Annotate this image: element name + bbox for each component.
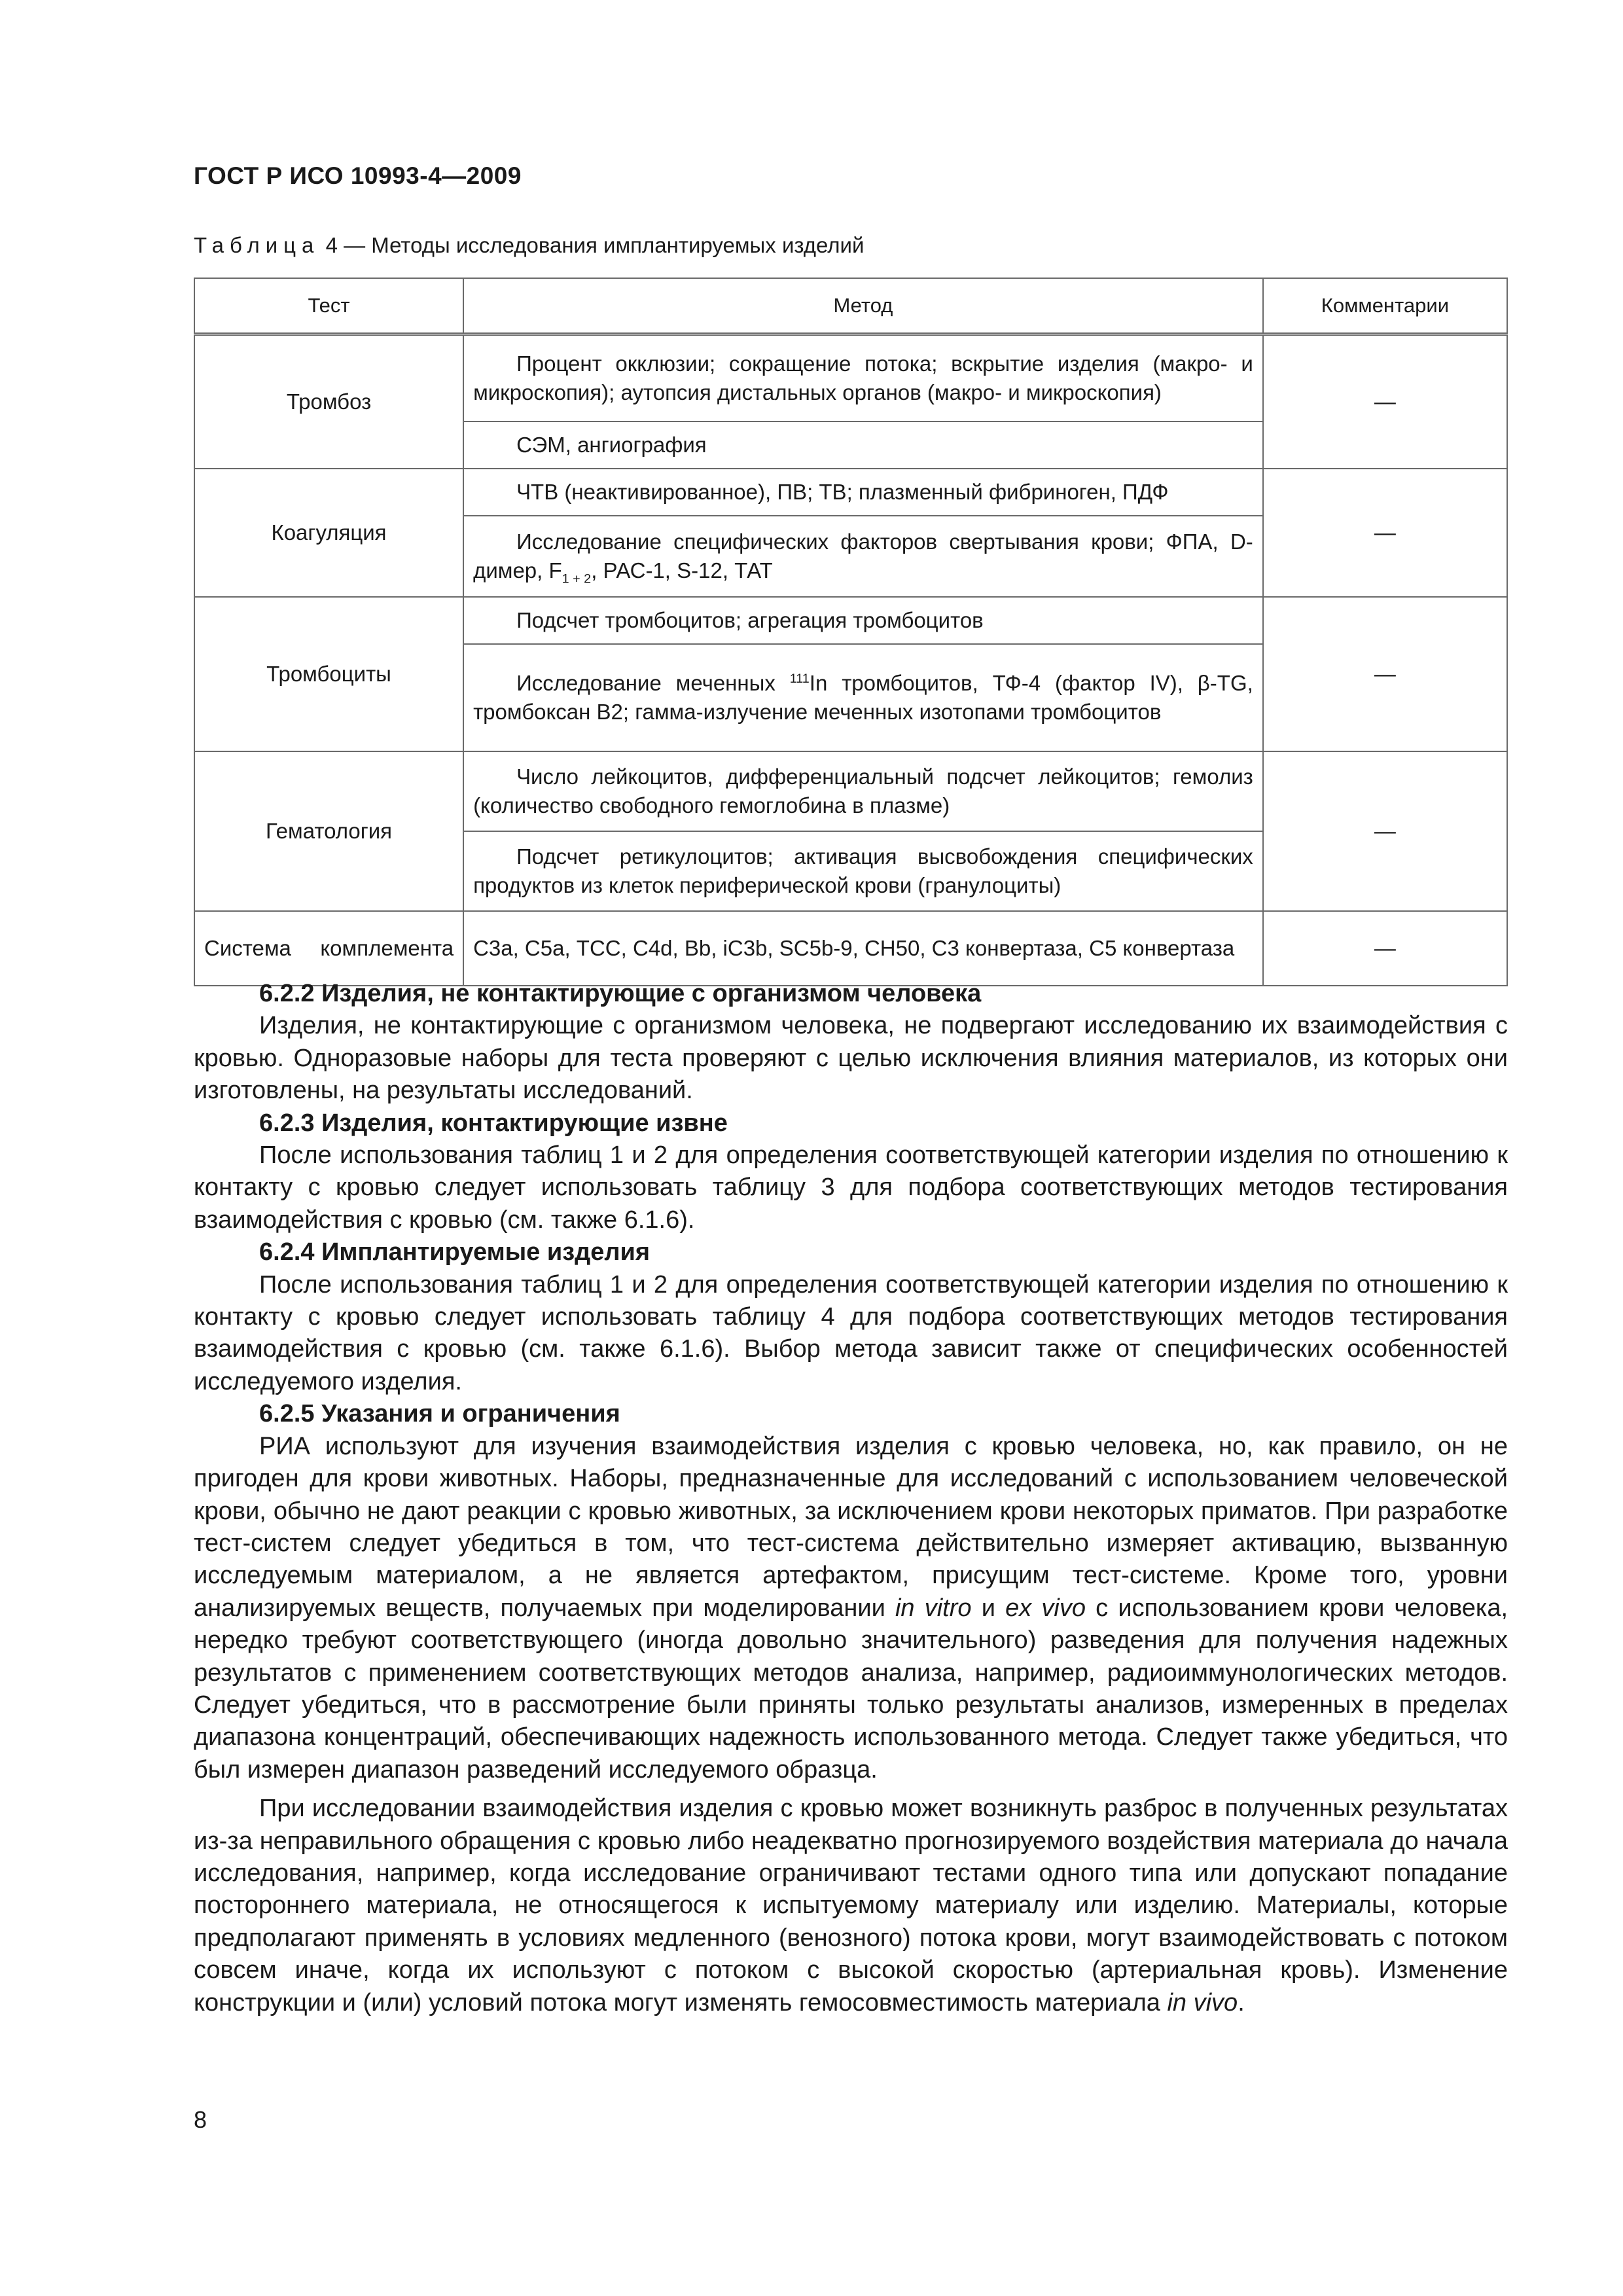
- comment-cell: —: [1263, 334, 1507, 469]
- table-row: [194, 597, 1507, 644]
- section-paragraph: После использования таблиц 1 и 2 для определения соответствующей категории изделия по отношению к контакту с кровью следует использовать таблицу 4 для подбора соответствующих методов тестирования взаимодействия с кровью (см. также 6.1.6). Выбор метода зависит также от специфических особенностей исследуемого изделия.: [194, 1270, 1508, 1395]
- table-caption: [194, 233, 864, 258]
- test-cell: Тромбоз: [194, 334, 463, 469]
- comment-cell: —: [1263, 597, 1507, 751]
- section-paragraph: После использования таблиц 1 и 2 для определения соответствующей категории изделия по отношению к контакту с кровью следует использовать таблицу 3 для подбора соответствующих методов тестирования взаимодействия с кровью (см. также 6.1.6).: [194, 1141, 1508, 1234]
- method-cell: ЧТВ (неактивированное), ПВ; ТВ; плазменный фибриноген, ПДФ: [463, 469, 1263, 516]
- standard-header: ГОСТ Р ИСО 10993-4—2009: [194, 162, 522, 189]
- method-cell: СЭМ, ангиография: [463, 422, 1263, 469]
- table-row: [194, 334, 1507, 422]
- method-cell: С3а, С5а, ТСС, С4d, Вb, iC3b, SC5b-9, CH50, C3 конвертаза, С5 конвертаза: [463, 911, 1263, 986]
- comment-cell: —: [1263, 751, 1507, 911]
- body-text: [194, 978, 1508, 2019]
- test-cell: Коагуляция: [194, 469, 463, 597]
- test-cell: Тромбоциты: [194, 597, 463, 751]
- section-heading-6-2-5: 6.2.5 Указания и ограничения: [259, 1400, 620, 1428]
- table-caption-title: — Методы исследования имплантируемых изделий: [344, 233, 865, 257]
- comment-cell: —: [1263, 469, 1507, 597]
- table-row: [194, 911, 1507, 986]
- method-cell: Число лейкоцитов, дифференциальный подсчет лейкоцитов; гемолиз (количество свободного гемоглобина в плазме): [463, 751, 1263, 831]
- section-paragraph: При исследовании взаимодействия изделия с кровью может возникнуть разброс в полученных результатах из-за неправильного обращения с кровью либо неадекватно прогнозируемого воздействия материала до начала исследования, например, когда исследование ограничивают тестами одного типа или допускают попадание постороннего материала, не относящегося к испытуемому материалу или изделию. Материалы, которые предполагают применять в условиях медленного (венозного) потока крови, могут взаимодействовать с потоком совсем иначе, когда их используют с потоком с высокой скоростью (артериальная кровь). Изменение конструкции и (или) условий потока могут изменять гемосовместимость материала in vivo.: [194, 1795, 1508, 2017]
- section-heading-6-2-2: 6.2.2 Изделия, не контактирующие с организмом человека: [259, 980, 982, 1007]
- table-caption-word: Таблица: [194, 233, 320, 257]
- table-caption-number: 4: [325, 233, 338, 257]
- column-header-test: Тест: [194, 278, 463, 334]
- section-heading-6-2-3: 6.2.3 Изделия, контактирующие извне: [259, 1109, 728, 1137]
- table-row: [194, 751, 1507, 831]
- column-header-comments: Комментарии: [1263, 278, 1507, 334]
- method-cell: Исследование меченных $^{111}$In тромбоцитов, ТФ-4 (фактор IV), β-TG, тромбоксан В2; гамма-излучение меченных изотопами тромбоцитов: [463, 644, 1263, 751]
- test-cell: Гематология: [194, 751, 463, 911]
- column-header-method: Метод: [463, 278, 1263, 334]
- section-heading-6-2-4: 6.2.4 Имплантируемые изделия: [259, 1238, 651, 1266]
- method-cell: Подсчет тромбоцитов; агрегация тромбоцитов: [463, 597, 1263, 644]
- section-paragraph: РИА используют для изучения взаимодействия изделия с кровью человека, но, как правило, он не пригоден для крови животных. Наборы, предназначенные для исследований с использованием человеческой крови, обычно не дают реакции с кровью животных, за исключением крови некоторых приматов. При разработке тест-систем следует убедиться в том, что тест-система действительно измеряет активацию, вызванную исследуемым материалом, а не является артефактом, присущим тест-системе. Кроме того, уровни анализируемых веществ, получаемых при моделировании in vitro и ex vivo с использованием крови человека, нередко требуют соответствующего (иногда довольно значительного) разведения для получения надежных результатов с применением соответствующих методов анализа, например, радиоиммунологических методов. Следует убедиться, что в рассмотрение были приняты только результаты анализов, измеренных в пределах диапазона концентраций, обеспечивающих надежность использованного метода. Следует также убедиться, что был измерен диапазон разведений исследуемого образца.: [194, 1432, 1508, 1784]
- table-header-row: [194, 278, 1507, 334]
- methods-table: [194, 278, 1508, 986]
- section-paragraph: Изделия, не контактирующие с организмом человека, не подвергают исследованию их взаимодействия с кровью. Одноразовые наборы для теста проверяют с целью исключения влияния материалов, из которых они изготовлены, на результаты исследований.: [194, 1012, 1508, 1105]
- method-cell: Подсчет ретикулоцитов; активация высвобождения специфических продуктов из клеток периферической крови (гранулоциты): [463, 831, 1263, 911]
- method-cell: Исследование специфических факторов свертывания крови; ФПА, D-димер, $F_{1 + 2}$, РАС-1, S-12, ТАТ: [463, 516, 1263, 597]
- test-cell: Система комплемента: [194, 911, 463, 986]
- page-number: 8: [194, 2106, 207, 2133]
- method-cell: Процент окклюзии; сокращение потока; вскрытие изделия (макро- и микроскопия); аутопсия дистальных органов (макро- и микроскопия): [463, 334, 1263, 422]
- table-row: [194, 469, 1507, 516]
- comment-cell: —: [1263, 911, 1507, 986]
